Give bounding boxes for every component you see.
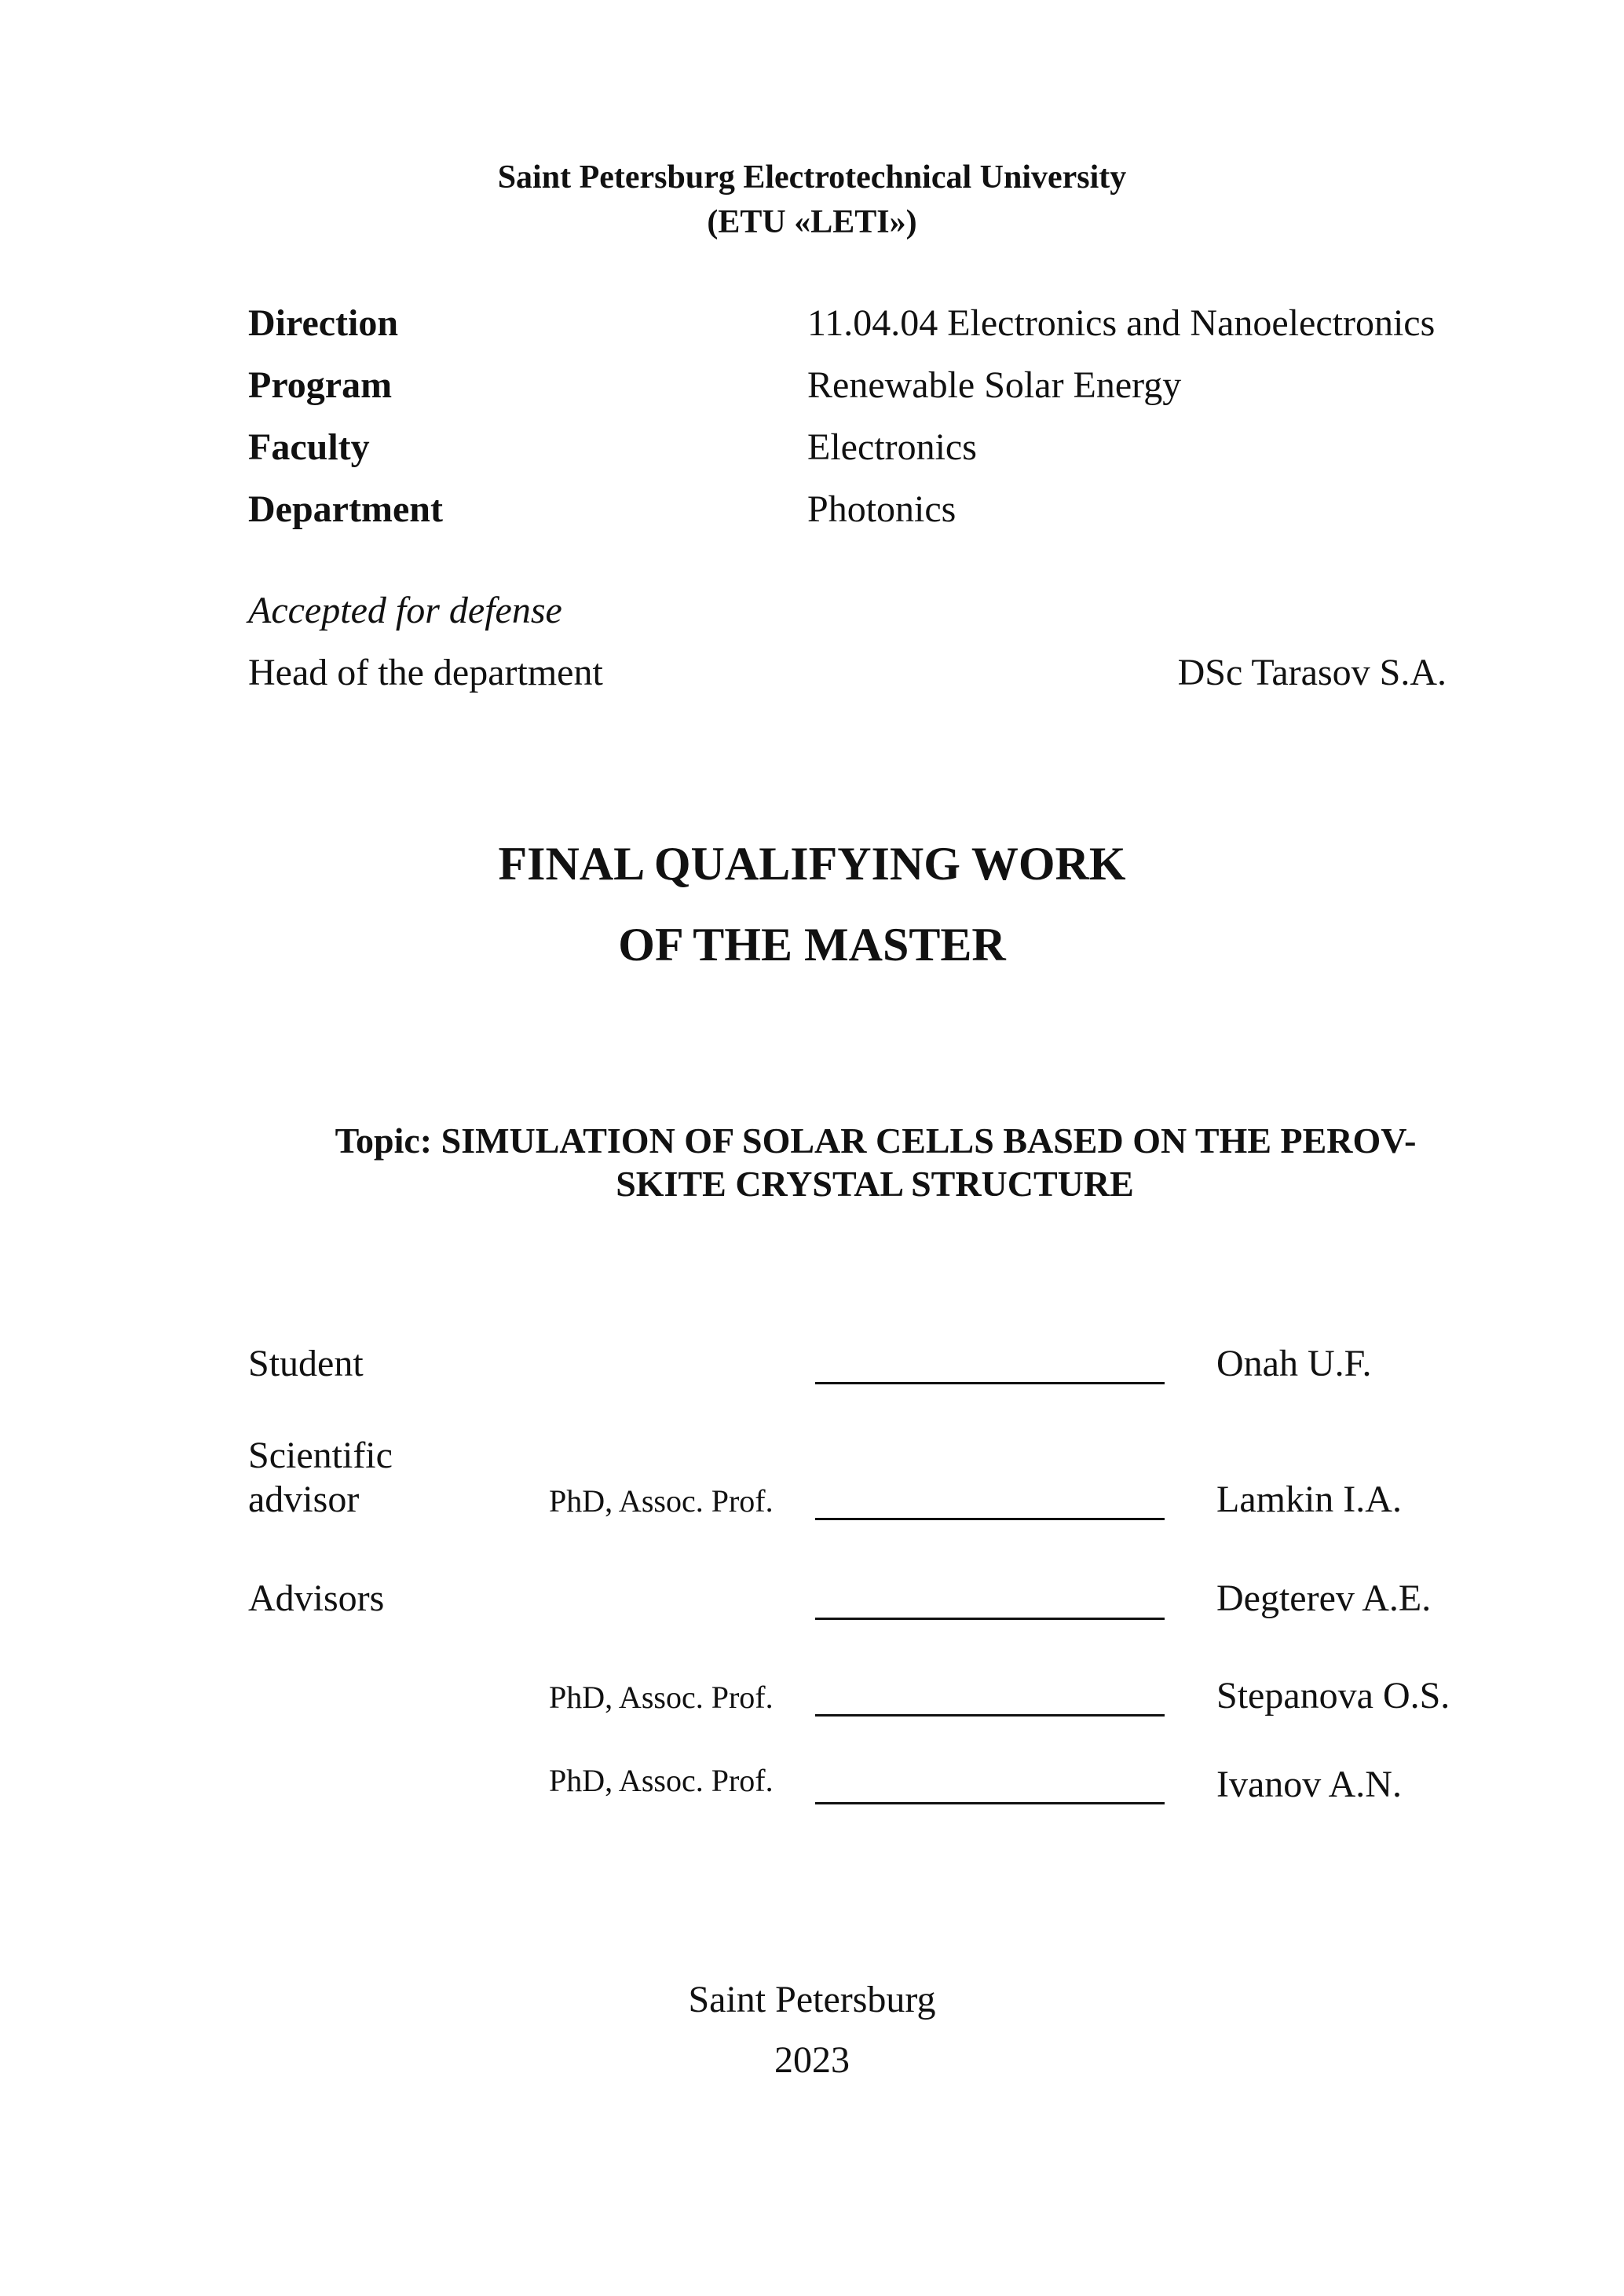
direction-value: 11.04.04 Electronics and Nanoelectronics [807,302,1436,344]
scientific-advisor-name: Lamkin I.A. [1216,1479,1402,1520]
student-signature-line [815,1382,1165,1384]
advisor2-title: PhD, Assoc. Prof. [549,1680,774,1715]
advisor2-signature-line [815,1714,1165,1717]
department-value: Photonics [807,488,956,530]
accepted-for-defense: Accepted for defense [248,590,562,631]
program-label: Program [248,364,393,406]
advisors-label: Advisors [248,1578,385,1619]
university-name: Saint Petersburg Electrotechnical University [497,159,1127,196]
student-name: Onah U.F. [1216,1343,1372,1384]
faculty-value: Electronics [807,426,977,468]
direction-label: Direction [248,302,399,344]
head-of-department-name: DSc Tarasov S.A. [1177,652,1447,693]
advisor1-signature-line [815,1618,1165,1620]
program-value: Renewable Solar Energy [807,364,1182,406]
scientific-advisor-title: PhD, Assoc. Prof. [549,1483,774,1519]
document-title-line2: OF THE MASTER [618,919,1006,971]
topic-line1: Topic: SIMULATION OF SOLAR CELLS BASED ON THE PEROV- [335,1121,1417,1161]
scientific-advisor-label-line1: Scientific [248,1435,393,1476]
head-of-department-label: Head of the department [248,652,603,693]
scientific-advisor-signature-line [815,1518,1165,1520]
footer-city: Saint Petersburg [688,1979,936,2020]
advisor2-name: Stepanova O.S. [1216,1675,1450,1717]
department-label: Department [248,488,443,530]
advisor3-title: PhD, Assoc. Prof. [549,1763,774,1798]
document-title-line1: FINAL QUALIFYING WORK [498,838,1126,890]
scientific-advisor-label-line2: advisor [248,1479,360,1520]
advisor3-signature-line [815,1802,1165,1804]
advisor3-name: Ivanov A.N. [1216,1764,1402,1805]
university-abbreviation: (ETU «LETI») [707,204,917,240]
student-label: Student [248,1343,364,1384]
footer-year: 2023 [774,2039,850,2081]
faculty-label: Faculty [248,426,370,468]
advisor1-name: Degterev A.E. [1216,1578,1432,1619]
topic-line2: SKITE CRYSTAL STRUCTURE [616,1164,1134,1204]
